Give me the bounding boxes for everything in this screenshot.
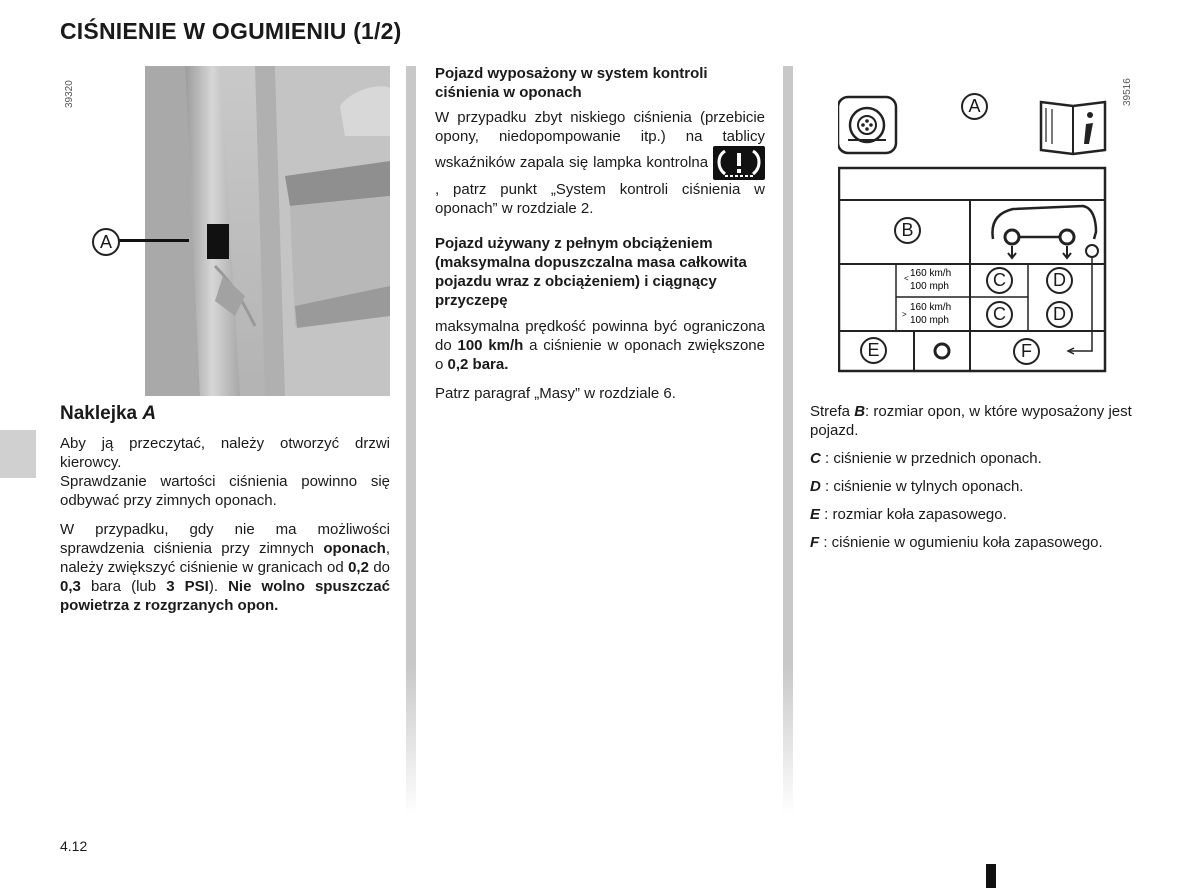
tpms-text-b: , patrz punkt „System kontroli ciśnienia w oponach” w rozdziale 2. — [435, 181, 765, 217]
p3-e: do — [368, 559, 391, 576]
image-ref-right: 39516 — [1122, 78, 1133, 106]
row1-sign: < — [904, 274, 909, 283]
sticker-text-block — [60, 434, 390, 615]
full-load-d: 0,2 bara. — [447, 356, 509, 373]
p3-j: Nie wolno spuszczać powietrza z rozgrzanych opon. — [60, 578, 390, 614]
legend-B-key: B — [854, 403, 866, 420]
sticker-heading — [60, 403, 156, 425]
legend-E-text: : rozmiar koła zapasowego. — [820, 506, 1007, 523]
spare-size-icon — [935, 344, 949, 358]
legend-E-key: E — [810, 506, 821, 523]
diagram-label-D-row2: D — [1046, 301, 1073, 328]
diagram-label-C-row2: C — [986, 301, 1013, 328]
door-pillar-photo — [145, 66, 390, 396]
middle-column — [435, 64, 765, 403]
p3-i: ). — [208, 578, 229, 595]
legend-C-key: C — [810, 450, 821, 467]
spare-wheel-icon — [1068, 245, 1098, 354]
tyre-label-diagram — [838, 92, 1108, 377]
masses-ref: Patrz paragraf „Masy” w rozdziale 6. — [435, 385, 676, 402]
legend-F — [810, 533, 1155, 552]
diagram-label-F: F — [1013, 338, 1040, 365]
row2-mph: 100 mph — [910, 315, 949, 326]
chapter-tab — [0, 430, 36, 478]
legend-B — [810, 402, 1155, 440]
diagram-label-A: A — [961, 93, 988, 120]
p3-h: 3 PSI — [166, 578, 209, 595]
diagram-label-E: E — [860, 337, 887, 364]
diagram-label-B: B — [894, 217, 921, 244]
p3-a: W przypadku, gdy nie ma możliwości sprawdzenia ciśnienia przy zimnych — [60, 521, 390, 557]
image-ref-left: 39320 — [64, 80, 75, 108]
full-load-c: a ciśnienie w oponach zwiększone o — [435, 337, 765, 373]
callout-A: A — [92, 228, 120, 256]
page-number: 4.12 — [60, 838, 88, 854]
sticker-p1: Aby ją przeczytać, należy otworzyć drzwi kierowcy. — [60, 435, 390, 471]
sticker-p3 — [60, 520, 390, 615]
legend-F-text: : ciśnienie w ogumieniu koła zapasowego. — [819, 534, 1103, 551]
p3-d: 0,2 — [348, 559, 369, 576]
legend-B-pre: Strefa — [810, 403, 855, 420]
row1-mph: 100 mph — [910, 281, 949, 292]
diagram-legend — [810, 402, 1155, 561]
full-load-a: maksymalna prędkość powinna być ograniczona do — [435, 318, 765, 354]
full-load-heading: Pojazd używany z pełnym obciążeniem (maksymalna dopuszczalna masa całkowita pojazdu wraz z obciążeniem) i ciągnący przyczepę — [435, 235, 747, 309]
tyre-warning-light-icon — [713, 146, 765, 180]
tyre-pressure-icon — [838, 97, 896, 153]
p3-c: , należy zwiększyć ciśnienie w granicach od — [60, 540, 390, 576]
legend-D-key: D — [810, 478, 821, 495]
car-wheels-icon — [992, 206, 1096, 258]
legend-E — [810, 505, 1155, 524]
row2-kmh: 160 km/h — [910, 302, 952, 313]
diagram-label-D-row1: D — [1046, 267, 1073, 294]
full-load-text — [435, 317, 765, 374]
column-divider-left — [406, 66, 416, 816]
page-title: CIŚNIENIE W OGUMIENIU (1/2) — [60, 18, 402, 44]
tpms-heading: Pojazd wyposażony w system kontroli ciśnienia w oponach — [435, 65, 708, 101]
print-mark — [986, 864, 996, 888]
legend-F-key: F — [810, 534, 820, 551]
full-load-b: 100 km/h — [457, 337, 524, 354]
diagram-label-C-row1: C — [986, 267, 1013, 294]
sticker-heading-letter: A — [142, 403, 157, 424]
sticker-p2: Sprawdzanie wartości ciśnienia powinno się odbywać przy zimnych oponach. — [60, 473, 390, 509]
legend-D-text: : ciśnienie w tylnych oponach. — [820, 478, 1024, 495]
legend-C — [810, 449, 1155, 468]
row2-sign: > — [902, 310, 907, 319]
legend-B-text: : rozmiar opon, w które wyposażony jest pojazd. — [810, 403, 1132, 439]
p3-f: 0,3 — [60, 578, 81, 595]
sticker-heading-text: Naklejka — [60, 403, 143, 424]
p3-b: oponach — [323, 540, 386, 557]
tpms-text-a: W przypadku zbyt niskiego ciśnienia (przebicie opony, niedopompowanie itp.) na tablicy wskaźników zapala się lampka kontrolna — [435, 109, 765, 171]
manual-info-icon — [1041, 102, 1105, 154]
door-pillar-illustration — [145, 66, 390, 396]
p3-g: bara (lub — [80, 578, 167, 595]
column-divider-right — [783, 66, 793, 816]
legend-D — [810, 477, 1155, 496]
legend-C-text: : ciśnienie w przednich oponach. — [820, 450, 1042, 467]
row1-kmh: 160 km/h — [910, 268, 952, 279]
tpms-text — [435, 108, 765, 218]
